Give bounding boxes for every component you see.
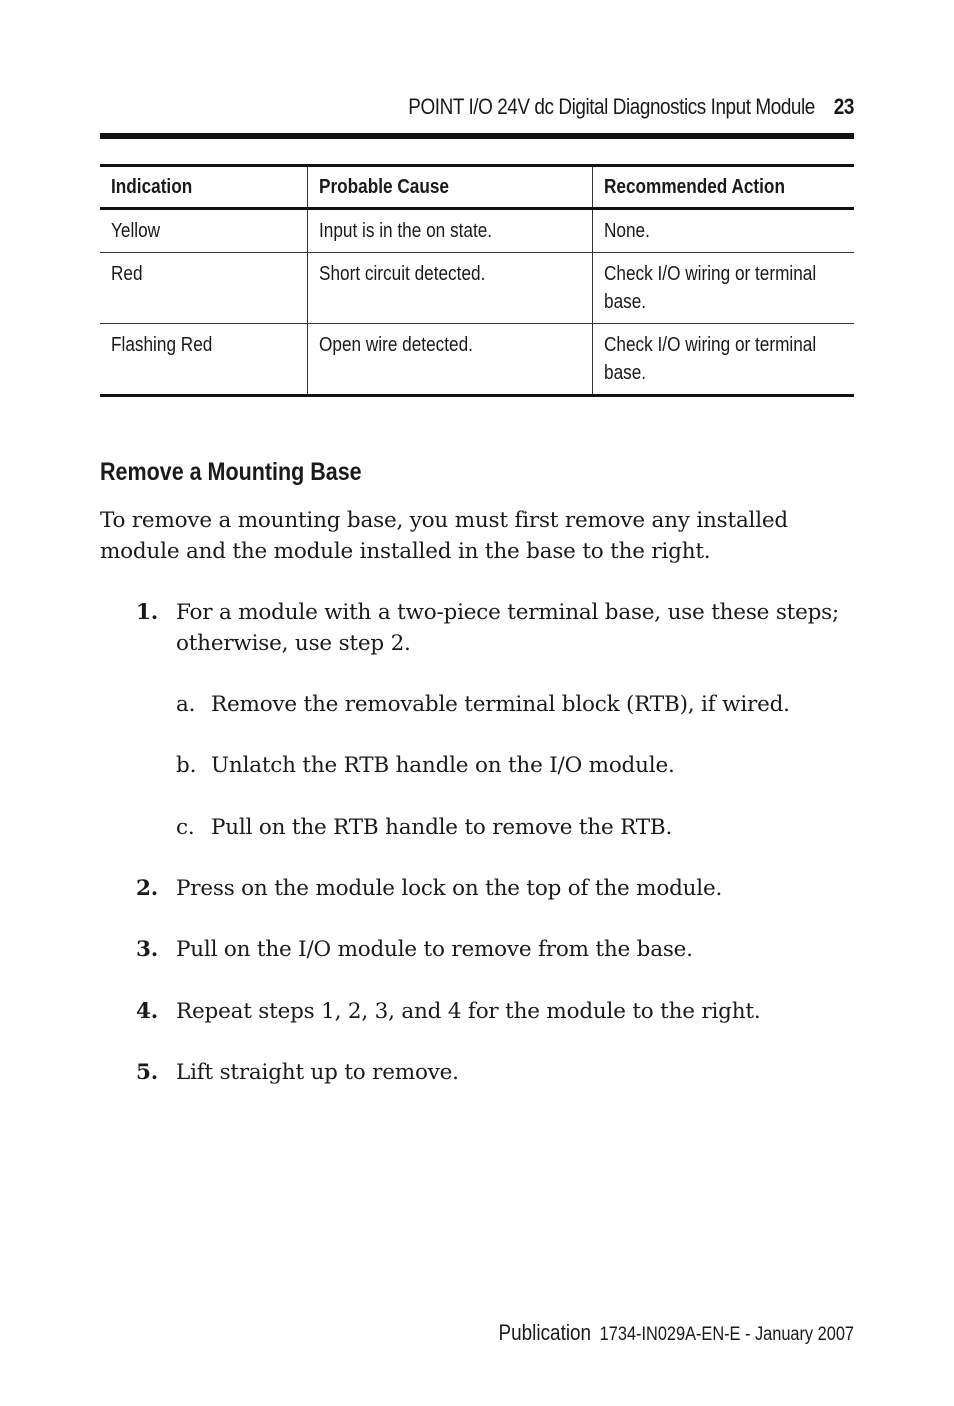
table-cell: Flashing Red <box>100 324 307 396</box>
table-row <box>100 253 854 324</box>
intro-paragraph: To remove a mounting base, you must first remove any installed module and the module installed in the base to the right. <box>100 508 788 564</box>
footer <box>206 1320 854 1346</box>
table-row <box>100 209 854 253</box>
running-header-title: POINT I/O 24V dc Digital Diagnostics Input Module <box>408 94 815 119</box>
step-number: 1. <box>136 600 159 625</box>
substep-letter: b. <box>176 753 197 778</box>
step-number: 5. <box>136 1060 159 1085</box>
table-cell: Red <box>100 253 307 324</box>
substep-text: Unlatch the RTB handle on the I/O module. <box>211 753 675 778</box>
table-cell: Short circuit detected. <box>307 253 592 324</box>
table-cell: Open wire detected. <box>307 324 592 396</box>
running-header <box>206 94 854 120</box>
table-cell: None. <box>592 209 854 253</box>
substep-letter: c. <box>176 815 195 840</box>
section-heading: Remove a Mounting Base <box>100 458 362 486</box>
step-text: For a module with a two-piece terminal base, use these steps; otherwise, use step 2. <box>176 600 840 656</box>
table-cell: Check I/O wiring or terminal base. <box>592 253 854 324</box>
page-number: 23 <box>833 94 854 119</box>
table-cell: Yellow <box>100 209 307 253</box>
column-header-probable-cause: Probable Cause <box>307 166 592 209</box>
table-cell: Input is in the on state. <box>307 209 592 253</box>
step-number: 4. <box>136 999 159 1024</box>
table-header-row <box>100 166 854 209</box>
substep-text: Remove the removable terminal block (RTB), if wired. <box>211 692 790 717</box>
step-text: Press on the module lock on the top of the module. <box>176 876 723 901</box>
substep-letter: a. <box>176 692 196 717</box>
diagnostics-table <box>100 164 854 397</box>
table-row <box>100 324 854 396</box>
step-number: 2. <box>136 876 159 901</box>
publication-id: 1734-IN029A-EN-E - January 2007 <box>599 1324 854 1345</box>
publication-label: Publication <box>498 1320 592 1345</box>
step-text: Pull on the I/O module to remove from the base. <box>176 937 693 962</box>
step-number: 3. <box>136 937 159 962</box>
header-rule <box>100 133 854 139</box>
substep-text: Pull on the RTB handle to remove the RTB. <box>211 815 673 840</box>
column-header-indication: Indication <box>100 166 307 209</box>
step-text: Repeat steps 1, 2, 3, and 4 for the module to the right. <box>176 999 761 1024</box>
table-cell: Check I/O wiring or terminal base. <box>592 324 854 396</box>
step-text: Lift straight up to remove. <box>176 1060 459 1085</box>
column-header-recommended-action: Recommended Action <box>592 166 854 209</box>
